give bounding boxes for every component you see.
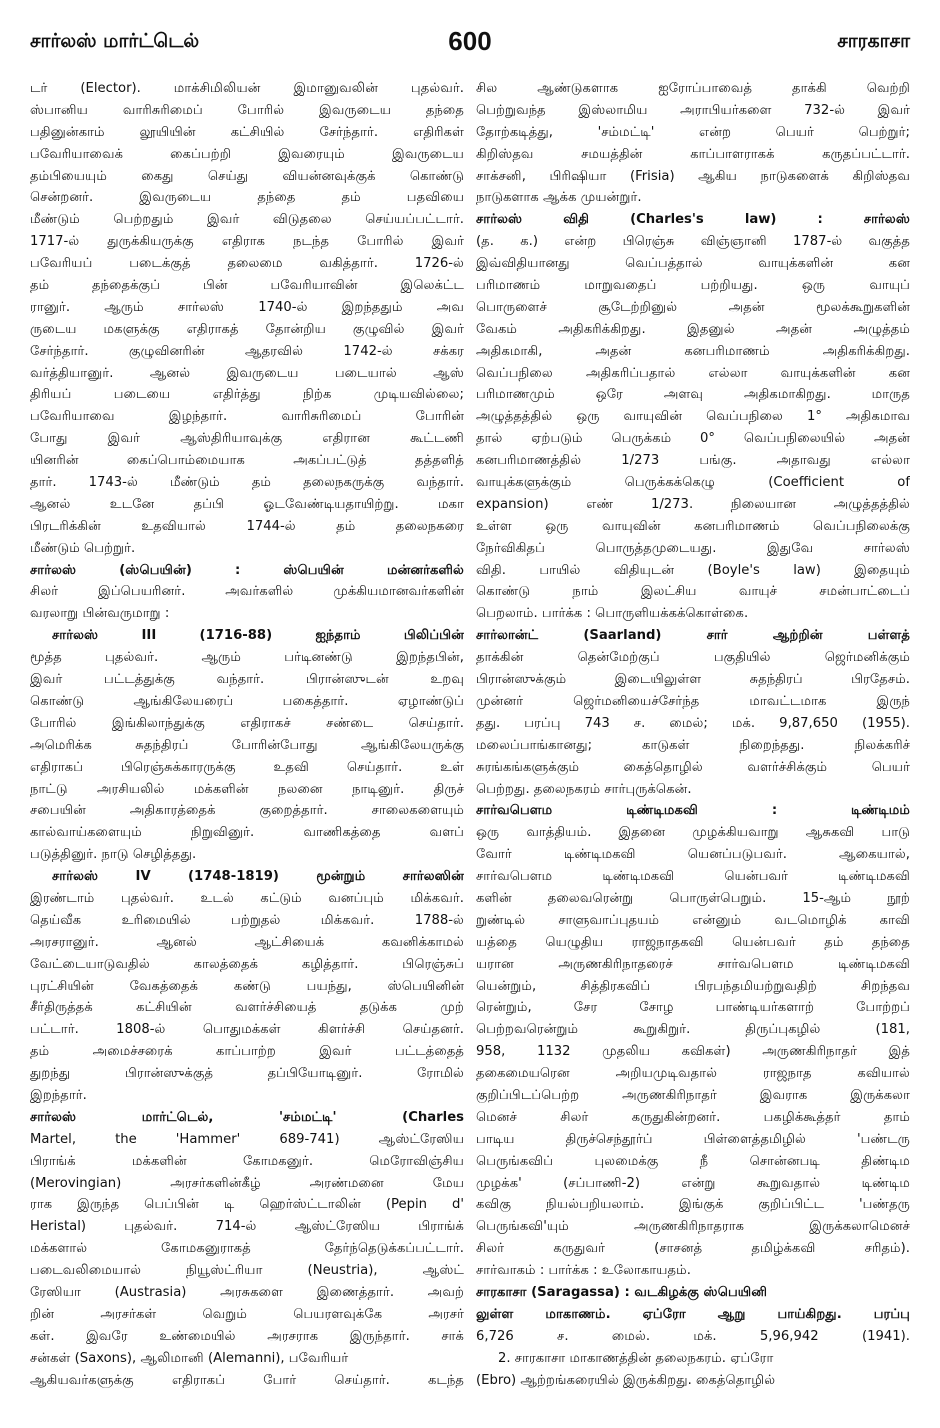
text-line: பெறலாம். பார்க்க : பொருளியக்கக்கொள்கை. [476,606,749,622]
text-line: வேட்டையாடுவதில் காலத்தைக் கழித்தார். பிரெஞ்சுப் [30,956,464,972]
text-line: பரிமாணமும் ஒரே அளவு அதிகமாகிறது. மாருத [476,387,910,403]
text-line: வேகம் அதிகரிக்கிறது. இதனுல் அதன் அழுத்தம் [476,321,910,337]
text-line: பெற்றது. தலைநகரம் சார்புருக்கென். [476,781,692,797]
text-line: பெற்றவரென்றும் கூறுகிறுர். திருப்புகழில் (181, [476,1022,910,1038]
text-line: சபையின் அதிகாரத்தைக் குறைத்தார். சாலைகளையும் [30,803,464,819]
running-head-left: சார்லஸ் மார்ட்டெல் [30,30,200,52]
text-line: ரென்றும், சேர சோழ பாண்டியர்களாற் போற்றப் [476,1000,910,1016]
text-line: சார்லஸ் IV (1748-1819) மூன்றும் சார்லஸின் [52,869,464,885]
text-line: படைவலிமையால் நியூஸ்ட்ரியா (Neustria), ஆஸ்ட் [30,1263,464,1279]
text-line: பதினுன்காம் லூயியின் கட்சியில் சேர்ந்தார். எதிரிகள் [30,124,464,140]
page-header [30,26,910,66]
text-line: 958, 1132 முதலிய கவிகள்) அருணகிரிநாதர் இத் [476,1044,910,1060]
text-line: முன்னர் ஜெர்மனியைச்சேர்ந்த மாவட்டமாக இருந் [476,693,910,709]
text-line: இவ்விதியானது வெப்பத்தால் வாயுக்களின் கன [476,256,910,272]
text-line: மக்களால் கோமகனுராகத் தேர்ந்தெடுக்கப்பட்டார். [30,1241,464,1257]
text-line: பவேரியாவை இழந்தார். வாரிசுரிமைப் போரின் [30,409,464,425]
text-line: தார். 1743-ல் மீண்டும் தம் தலைநகருக்கு வந்தார். [30,475,464,491]
text-line: குறிப்பிடப்பெற்ற அருணகிரிநாதர் இவராக இருக்கலா [476,1087,910,1103]
text-line: சார்லான்ட் (Saarland) சார் ஆற்றின் பள்ளத் [476,628,910,644]
text-line: ஆகியவர்களுக்கு எதிராகப் போர் செய்தார். கடந்த [30,1372,464,1388]
text-line: அரசரானுர். ஆனல் ஆட்சியைக் கவனிக்காமல் [30,934,464,950]
text-line: சுரங்கங்களுக்கும் கைத்தொழில் வளர்ச்சிக்கும் பெயர் [476,759,910,775]
text-line: துறந்து பிரான்ஸுக்குத் தப்பியோடினுர். ரோமில் [30,1066,464,1082]
text-line: ராக இருந்த பெப்பின் டி ஹெர்ஸ்ட்டாலின் (Pepin d' [30,1197,464,1213]
text-line: கொண்டு நாம் இலட்சிய வாயுச் சமன்பாட்டைப் [476,584,910,600]
text-line: போரில் இங்கிலாந்துக்கு எதிராகச் சண்டை செய்தார். [30,715,464,731]
text-line: கவிகு நியல்பறியலாம். இங்குக் குறிப்பிட்ட 'பண்தரு [476,1197,910,1213]
text-line: பாடிய திருச்செந்தூர்ப் பிள்ளைத்தமிழில் 'பண்டரு [476,1131,910,1147]
text-line: மூத்த புதல்வர். ஆரும் பர்டினண்டு இறந்தபின், [30,650,464,666]
text-line: உள்ள ஒரு வாயுவின் கனபரிமாணம் வெப்பநிலைக்கு [476,518,910,534]
text-line: படுத்தினுர். நாடு செழித்தது. [30,847,197,863]
text-line: நேர்விகிதப் பொருத்தமுடையது. இதுவே சார்லஸ் [476,540,910,556]
text-line: சேர்ந்தார். குழுவினரின் ஆதரவில் 1742-ல் சக்கர [30,343,464,359]
text-line: தது. பரப்பு 743 ச. மைல்; மக். 9,87,650 (1955). [476,715,910,731]
text-line: கிறிஸ்தவ சமயத்தின் காப்பாளராகக் கருதப்பட்டார். [476,146,910,162]
text-line: சார்வபௌம டிண்டிமகவி யென்பவர் டிண்டிமகவி [476,869,910,885]
text-line: ருடைய மகளுக்கு எதிராகத் தோன்றிய குழுவில் இவர் [30,321,464,337]
text-line: றுண்டில் சாளுவாப்புதயம் என்னும் வடமொழிக் காவி [476,912,910,928]
text-line: முழக்க' (சப்பாணி-2) என்று கூறுவதால் டிண்டிம [476,1175,910,1191]
text-line: தால் ஏற்படும் பெருக்கம் 0° வெப்பநிலையில் அதன் [476,431,910,447]
text-line: ஒரு வாத்தியம். இதனை முழக்கியவாறு ஆசுகவி பாடு [476,825,910,841]
text-line: பவேரியாவைக் கைப்பற்றி இவரையும் இவருடைய [30,146,464,162]
text-line: இறந்தார். [30,1087,87,1103]
text-columns [30,78,910,1408]
text-line: Heristal) புதல்வர். 714-ல் ஆஸ்ட்ரேஸிய பிராங்க் [30,1219,464,1235]
text-line: மெனச் சிலர் கருதுகின்றனர். பகழிக்கூத்தர் தாம் [476,1109,910,1125]
text-line: சார்லஸ் மார்ட்டெல், 'சம்மட்டி' (Charles [30,1109,464,1125]
text-line: தகைமையரென அறியமுடிவதால் ராஜநாத கவியால் [476,1066,910,1082]
text-line: நாடுகளாக ஆக்க முயன்றுர். [476,190,642,206]
text-line: அதிகமாகி, அதன் கனபரிமாணம் அதிகரிக்கிறது. [476,343,910,359]
text-line: மீண்டும் பெற்றுர். [30,540,136,556]
text-line: களின் தலைவரென்று பொருள்பெறும். 15-ஆம் நூற் [476,890,910,906]
text-line: லுள்ள மாகாணம். ஏப்ரோ ஆறு பாய்கிறது. பரப்பு [476,1306,910,1322]
text-line: ஸ்பானிய வாரிசுரிமைப் போரில் இவருடைய தந்தை [30,102,464,118]
text-line: பட்டார். 1808-ல் பொதுமக்கள் கிளர்ச்சி செய்தனர். [30,1022,464,1038]
text-line: பெற்றுவந்த இஸ்லாமிய அராபியர்களை 732-ல் இவர் [476,102,910,118]
text-line: சார்லஸ் (ஸ்பெயின்) : ஸ்பெயின் மன்னர்களில் [30,562,464,578]
text-line: பெருங்கவி'யும் அருணகிரிநாதராக இருக்கலாமெனச் [476,1219,910,1235]
text-line: வர்த்தியானுர். ஆனல் இவருடைய படையால் ஆஸ் [30,365,464,381]
text-line: யத்தை யெழுதிய ராஜநாதகவி யென்பவர் தம் தந்தை [476,934,910,950]
text-line: ஆனல் உடனே தப்பி ஓடவேண்டியதாயிற்று. மகா [30,496,464,512]
text-line: இரண்டாம் புதல்வர். உடல் கட்டும் வனப்பும் மிக்கவர். [30,890,464,906]
text-line: யென்றும், சித்திரகவிப் பிரபந்தமியற்றுவதிற் சிறந்தவ [476,978,910,994]
text-line: சன்கள் (Saxons), ஆலிமானி (Alemanni), பவேரியர் [30,1350,349,1366]
right-column [476,78,910,1408]
text-line: கால்வாய்களையும் நிறுவினுர். வாணிகத்தை வளப் [30,825,464,841]
text-line: தம் தந்தைக்குப் பின் பவேரியாவின் இலெக்ட்ட [30,278,464,294]
text-line: திரியப் படையை எதிர்த்து நிற்க முடியவில்லை; [30,387,464,403]
text-line: பிராங்க் மக்களின் கோமகனுர். மெரோவிஞ்சிய [30,1153,464,1169]
text-line: தோற்கடித்து, 'சம்மட்டி' என்ற பெயர் பெற்றுர்; [476,124,910,140]
text-line: சார்வபௌம டிண்டிமகவி : டிண்டிமம் [476,803,910,819]
text-line: பிரான்ஸுக்கும் இடையிலுள்ள சுதந்திரப் பிரதேசம். [476,672,910,688]
text-line: ரானுர். ஆரும் சார்லஸ் 1740-ல் இறந்ததும் அவ [30,299,464,315]
text-line: அமெரிக்க சுதந்திரப் போரின்போது ஆங்கிலேயருக்கு [30,737,464,753]
text-line: சென்றனர். இவருடைய தந்தை தம் பதவியை [30,190,464,206]
page-number: 600 [448,26,492,56]
text-line: தெய்வீக உரிமையில் பற்றுதல் மிக்கவர். 1788-ல் [30,912,464,928]
text-line: பிரடரிக்கின் உதவியால் 1744-ல் தம் தலைநகரை [30,518,464,534]
text-line: மலைப்பாங்கானது; காடுகள் நிறைந்தது. நிலக்கரிச் [476,737,910,753]
text-line: டர் (Elector). மாக்சிமிலியன் இமானுவலின் புதல்வர். [30,81,464,96]
text-line: யரான அருணகிரிநாதரைச் சார்வபௌம டிண்டிமகவி [476,956,910,972]
text-line: தாக்கின் தென்மேற்குப் பகுதியில் ஜெர்மனிக்கும் [476,650,910,666]
text-line: எதிராகப் பிரெஞ்சுக்காரருக்கு உதவி செய்தார். உள் [30,759,464,775]
text-line: புரட்சியின் வேகத்தைக் கண்டு பயந்து, ஸ்பெயினின் [30,978,464,994]
left-column [30,78,464,1408]
text-line: 2. சாரகாசா மாகாணத்தின் தலைநகரம். ஏப்ரோ [498,1350,774,1366]
text-line: (Merovingian) அரசர்களின்கீழ் அரண்மனை மேய [30,1175,464,1191]
text-line: பவேரியப் படைக்குத் தலைமை வகித்தார். 1726-ல் [30,256,464,272]
text-line: மீண்டும் பெற்றதும் இவர் விடுதலை செய்யப்பட்டார். [30,212,464,228]
text-line: அழுத்தத்தில் ஒரு வாயுவின் வெப்பநிலை 1° அதிகமாவ [476,409,910,425]
text-line: சாக்சனி, பிரிஷியா (Frisia) ஆகிய நாடுகளைக் கிறிஸ்தவ [476,168,910,184]
text-line: (த. க.) என்ற பிரெஞ்சு விஞ்ஞானி 1787-ல் வகுத்த [476,234,910,250]
text-line: தம்பியையும் கைது செய்து வியன்னவுக்குக் கொண்டு [30,168,464,184]
text-line: பெருங்கவிப் புலமைக்கு நீ சொன்னபடி திண்டிம [476,1153,910,1169]
text-line: (Ebro) ஆற்றங்கரையில் இருக்கிறது. கைத்தொழில் [476,1372,776,1388]
text-line: வோர் டிண்டிமகவி யெனப்படுபவர். ஆகையால், [476,847,910,863]
text-line: சீர்திருத்தக் கட்சியின் வளர்ச்சியைத் தடுக்க முற் [30,1000,464,1016]
text-line: பரிமாணம் மாறுவதைப் பற்றியது. ஒரு வாயுப் [476,278,910,294]
text-line: Martel, the 'Hammer' 689-741) ஆஸ்ட்ரேஸிய [30,1131,464,1147]
text-line: வாயுக்களுக்கும் பெருக்கக்கெழு (Coefficient of [476,475,910,491]
text-line: expansion) எண் 1/273. நிலையான அழுத்தத்தில் [476,496,910,512]
text-line: கொண்டு ஆங்கிலேயரைப் பகைத்தார். ஏழாண்டுப் [30,693,464,709]
text-line: கனபரிமாணத்தில் 1/273 பங்கு. அதாவது எல்லா [476,453,910,469]
text-line: ரேஸியா (Austrasia) அரசுகளை இணைத்தார். அவற் [30,1284,464,1300]
text-line: சார்வாகம் : பார்க்க : உலோகாயதம். [476,1263,691,1279]
text-line: தம் அமைச்சரைக் காப்பாற்ற இவர் பட்டத்தைத் [30,1044,464,1060]
text-line: சார்லஸ் விதி (Charles's law) : சார்லஸ் [476,212,910,228]
text-line: சாரகாசா (Saragassa) : வடகிழக்கு ஸ்பெயினி [476,1284,768,1300]
text-line: போது இவர் ஆஸ்திரியாவுக்கு எதிரான கூட்டணி [30,431,464,447]
running-head-right: சாரகாசா [837,30,910,52]
text-line: வரலாறு பின்வருமாறு : [30,606,170,622]
text-line: நாட்டு அரசியலில் மக்களின் நலனை நாடினுர். திருச் [30,781,464,797]
text-line: யினரின் கைப்பொம்மையாக அகப்பட்டுத் தத்தளித் [30,453,464,469]
text-line: பொருளைச் சூடேற்றினுல் அதன் மூலக்கூறுகளின் [476,299,910,315]
text-line: 1717-ல் துருக்கியருக்கு எதிராக நடந்த போரில் இவர் [30,234,464,250]
text-line: சிலர் இப்பெயரினர். அவர்களில் முக்கியமானவர்களின் [30,584,464,600]
text-line: இவர் பட்டத்துக்கு வந்தார். பிரான்ஸுடன் உறவு [30,672,464,688]
text-line: வெப்பநிலை அதிகரிப்பதால் எல்லா வாயுக்களின் கன [476,365,910,381]
text-line: 6,726 ச. மைல். மக். 5,96,942 (1941). [476,1328,910,1344]
text-line: விதி. பாயில் விதியுடன் (Boyle's law) இதையும் [476,562,910,578]
text-line: கள். இவரே உண்மையில் அரசராக இருந்தார். சாக் [30,1328,464,1344]
text-line: சார்லஸ் III (1716-88) ஐந்தாம் பிலிப்பின் [52,628,464,644]
text-line: சிலர் கருதுவர் (சாசனத் தமிழ்க்கவி சரிதம்). [476,1241,910,1257]
text-line: றின் அரசர்கள் வெறும் பெயரளவுக்கே அரசர் [30,1306,464,1322]
text-line: சில ஆண்டுகளாக ஐரோப்பாவைத் தாக்கி வெற்றி [476,81,910,96]
